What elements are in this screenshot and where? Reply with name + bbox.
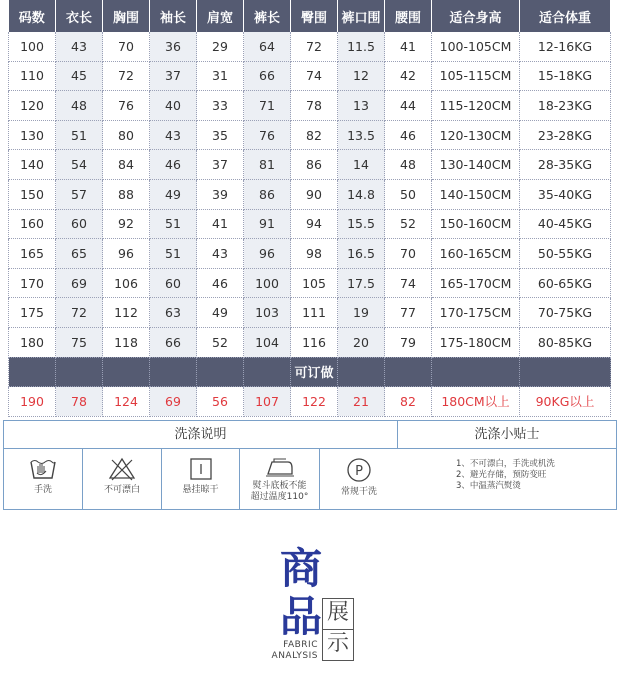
table-cell: 57 (56, 179, 103, 209)
table-cell: 50 (385, 179, 432, 209)
dry-clean-glyph: P (355, 464, 363, 479)
table-cell: 100 (244, 268, 291, 298)
table-cell: 12 (338, 61, 385, 91)
table-cell: 43 (197, 239, 244, 269)
care-label-line2: 超过温度110° (250, 492, 309, 502)
column-header: 衣长 (56, 0, 103, 32)
banner-cell (197, 357, 244, 387)
table-cell: 120 (9, 91, 56, 121)
hand-wash-icon (28, 456, 58, 482)
table-cell: 66 (150, 327, 197, 357)
logo-caption-line1: FABRIC (283, 640, 318, 650)
table-cell: 105-115CM (432, 61, 520, 91)
table-cell: 140 (9, 150, 56, 180)
banner-cell (432, 357, 520, 387)
table-cell: 82 (385, 387, 432, 417)
table-cell: 74 (385, 268, 432, 298)
logo-box-char-1: 展 (322, 598, 354, 630)
table-cell: 70 (385, 239, 432, 269)
table-cell: 52 (197, 327, 244, 357)
table-cell: 76 (103, 91, 150, 121)
banner-cell (103, 357, 150, 387)
table-cell: 11.5 (338, 32, 385, 61)
table-cell: 37 (150, 61, 197, 91)
table-cell: 100 (9, 32, 56, 61)
banner-cell (338, 357, 385, 387)
size-chart-table (8, 0, 611, 417)
table-cell: 80-85KG (520, 327, 611, 357)
table-cell: 160-165CM (432, 239, 520, 269)
table-cell: 175-180CM (432, 327, 520, 357)
fabric-analysis-logo (260, 544, 370, 668)
table-cell: 49 (150, 179, 197, 209)
logo-char-2: 品 (280, 592, 323, 641)
logo-caption (260, 640, 318, 662)
washing-title: 洗涤说明 (4, 421, 398, 448)
table-cell: 48 (56, 91, 103, 121)
table-cell: 150 (9, 179, 56, 209)
table-cell: 45 (56, 61, 103, 91)
table-cell: 98 (291, 239, 338, 269)
custom-order-label: 可订做 (291, 357, 338, 387)
table-cell: 19 (338, 298, 385, 328)
table-cell: 23-28KG (520, 120, 611, 150)
table-cell: 46 (385, 120, 432, 150)
washing-header (4, 421, 616, 449)
table-row (9, 91, 611, 121)
table-cell: 43 (56, 32, 103, 61)
table-cell: 165-170CM (432, 268, 520, 298)
table-cell: 21 (338, 387, 385, 417)
table-cell: 160 (9, 209, 56, 239)
table-cell: 13 (338, 91, 385, 121)
care-label: 常规干洗 (340, 487, 377, 497)
table-cell: 17.5 (338, 268, 385, 298)
table-cell: 35 (197, 120, 244, 150)
table-cell: 92 (103, 209, 150, 239)
table-cell: 91 (244, 209, 291, 239)
banner-cell (385, 357, 432, 387)
table-cell: 46 (150, 150, 197, 180)
logo-box-char-2: 示 (322, 629, 354, 661)
logo-caption-line2: ANALYSIS (271, 651, 318, 661)
table-cell: 46 (197, 268, 244, 298)
custom-size-row (9, 387, 611, 417)
column-header: 裤口围 (338, 0, 385, 32)
table-cell: 42 (385, 61, 432, 91)
table-cell: 65 (56, 239, 103, 269)
table-cell: 51 (150, 239, 197, 269)
care-label: 手洗 (33, 485, 52, 495)
table-cell: 70 (103, 32, 150, 61)
table-cell: 106 (103, 268, 150, 298)
care-label: 悬挂晾干 (182, 485, 219, 495)
table-cell: 165 (9, 239, 56, 269)
custom-order-banner-row (9, 357, 611, 387)
table-cell: 12-16KG (520, 32, 611, 61)
table-cell: 75 (56, 327, 103, 357)
table-cell: 14 (338, 150, 385, 180)
table-cell: 39 (197, 179, 244, 209)
table-cell: 40 (150, 91, 197, 121)
table-cell: 51 (150, 209, 197, 239)
tip-item: 2、避光存储，预防变旺 (456, 470, 547, 480)
table-cell: 170-175CM (432, 298, 520, 328)
table-cell: 104 (244, 327, 291, 357)
table-cell: 51 (56, 120, 103, 150)
size-chart-header-row (9, 0, 611, 32)
table-cell: 170 (9, 268, 56, 298)
table-cell: 122 (291, 387, 338, 417)
table-row (9, 239, 611, 269)
table-cell: 107 (244, 387, 291, 417)
table-cell: 64 (244, 32, 291, 61)
banner-cell (520, 357, 611, 387)
table-cell: 71 (244, 91, 291, 121)
table-cell: 130 (9, 120, 56, 150)
table-cell: 88 (103, 179, 150, 209)
table-cell: 69 (150, 387, 197, 417)
care-item-hand-wash (4, 449, 83, 509)
iron-icon (264, 456, 296, 478)
column-header: 臀围 (291, 0, 338, 32)
table-cell: 56 (197, 387, 244, 417)
table-cell: 72 (103, 61, 150, 91)
table-cell: 111 (291, 298, 338, 328)
table-cell: 72 (56, 298, 103, 328)
table-cell: 15-18KG (520, 61, 611, 91)
table-cell: 115-120CM (432, 91, 520, 121)
care-item-no-bleach (83, 449, 162, 509)
table-cell: 35-40KG (520, 179, 611, 209)
care-label: 不可漂白 (103, 485, 140, 495)
table-cell: 41 (385, 32, 432, 61)
table-cell: 40-45KG (520, 209, 611, 239)
table-cell: 86 (291, 150, 338, 180)
table-cell: 78 (56, 387, 103, 417)
table-cell: 150-160CM (432, 209, 520, 239)
table-cell: 120-130CM (432, 120, 520, 150)
table-row (9, 120, 611, 150)
table-cell: 86 (244, 179, 291, 209)
table-row (9, 209, 611, 239)
table-row (9, 179, 611, 209)
banner-cell (56, 357, 103, 387)
table-cell: 50-55KG (520, 239, 611, 269)
table-cell: 140-150CM (432, 179, 520, 209)
table-cell: 49 (197, 298, 244, 328)
table-cell: 54 (56, 150, 103, 180)
table-cell: 90KG以上 (520, 387, 611, 417)
table-cell: 48 (385, 150, 432, 180)
table-cell: 13.5 (338, 120, 385, 150)
table-cell: 29 (197, 32, 244, 61)
table-cell: 66 (244, 61, 291, 91)
table-cell: 44 (385, 91, 432, 121)
table-cell: 180CM以上 (432, 387, 520, 417)
table-row (9, 61, 611, 91)
table-cell: 175 (9, 298, 56, 328)
table-row (9, 150, 611, 180)
table-cell: 70-75KG (520, 298, 611, 328)
table-cell: 15.5 (338, 209, 385, 239)
banner-cell (244, 357, 291, 387)
column-header: 适合身高 (432, 0, 520, 32)
washing-instructions-panel (3, 420, 617, 510)
table-cell: 96 (103, 239, 150, 269)
table-cell: 90 (291, 179, 338, 209)
table-cell: 105 (291, 268, 338, 298)
table-cell: 37 (197, 150, 244, 180)
column-header: 裤长 (244, 0, 291, 32)
table-cell: 80 (103, 120, 150, 150)
table-row (9, 298, 611, 328)
table-cell: 96 (244, 239, 291, 269)
washing-tips-title: 洗涤小贴士 (474, 427, 540, 442)
hang-dry-icon (186, 456, 216, 482)
table-cell: 82 (291, 120, 338, 150)
table-cell: 63 (150, 298, 197, 328)
table-cell: 81 (244, 150, 291, 180)
table-cell: 84 (103, 150, 150, 180)
table-row (9, 327, 611, 357)
table-cell: 60 (150, 268, 197, 298)
table-cell: 116 (291, 327, 338, 357)
tip-item: 3、中温蒸汽熨烫 (456, 481, 521, 491)
table-cell: 14.8 (338, 179, 385, 209)
banner-cell (9, 357, 56, 387)
column-header: 袖长 (150, 0, 197, 32)
table-cell: 60-65KG (520, 268, 611, 298)
table-cell: 43 (150, 120, 197, 150)
care-item-hang-dry (162, 449, 240, 509)
tip-item: 1、不可漂白，手洗或机洗 (456, 459, 555, 469)
table-cell: 94 (291, 209, 338, 239)
table-cell: 79 (385, 327, 432, 357)
dry-clean-icon (344, 456, 374, 484)
table-cell: 52 (385, 209, 432, 239)
table-cell: 100-105CM (432, 32, 520, 61)
care-item-dry-clean (320, 449, 398, 509)
column-header: 肩宽 (197, 0, 244, 32)
table-cell: 41 (197, 209, 244, 239)
column-header: 腰围 (385, 0, 432, 32)
table-cell: 74 (291, 61, 338, 91)
care-item-iron (240, 449, 320, 509)
column-header: 胸围 (103, 0, 150, 32)
table-cell: 18-23KG (520, 91, 611, 121)
care-label: 熨斗底板不能 (252, 481, 307, 491)
table-cell: 16.5 (338, 239, 385, 269)
table-cell: 130-140CM (432, 150, 520, 180)
table-row (9, 32, 611, 61)
table-cell: 78 (291, 91, 338, 121)
table-cell: 103 (244, 298, 291, 328)
logo-char-1: 商 (280, 544, 323, 593)
table-cell: 69 (56, 268, 103, 298)
table-row (9, 268, 611, 298)
banner-cell (150, 357, 197, 387)
column-header: 码数 (9, 0, 56, 32)
table-cell: 110 (9, 61, 56, 91)
table-cell: 190 (9, 387, 56, 417)
table-cell: 77 (385, 298, 432, 328)
table-cell: 28-35KG (520, 150, 611, 180)
table-cell: 180 (9, 327, 56, 357)
table-cell: 31 (197, 61, 244, 91)
table-cell: 72 (291, 32, 338, 61)
table-cell: 20 (338, 327, 385, 357)
washing-tips-list (398, 449, 616, 519)
table-cell: 118 (103, 327, 150, 357)
table-cell: 76 (244, 120, 291, 150)
table-cell: 33 (197, 91, 244, 121)
table-cell: 36 (150, 32, 197, 61)
table-cell: 112 (103, 298, 150, 328)
column-header: 适合体重 (520, 0, 611, 32)
no-bleach-icon (107, 456, 137, 482)
table-cell: 60 (56, 209, 103, 239)
table-cell: 124 (103, 387, 150, 417)
